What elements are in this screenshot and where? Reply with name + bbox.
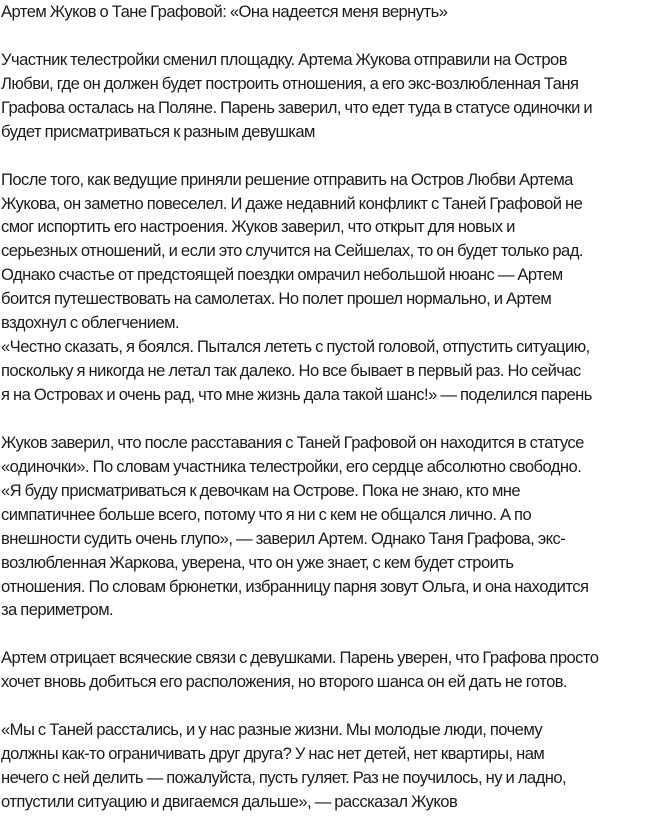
- text-line: нечего с ней делить — пожалуйста, пусть гуляет. Раз не поучилось, ну и ладно,: [1, 768, 567, 787]
- text-line: Однако счастье от предстоящей поездки омрачил небольшой нюанс — Артем: [1, 265, 563, 285]
- text-line: смог испортить его настроения. Жуков заверил, что открыт для новых и: [1, 217, 515, 237]
- paragraph-denial: [1, 646, 670, 694]
- text-line: внешности судить очень глупо», — заверил Артем. Однако Таня Графова, экс-: [1, 528, 566, 548]
- text-line: Артем отрицает всяческие связи с девушками. Парень уверен, что Графова просто: [1, 648, 599, 668]
- text-line: хочет вновь добиться его расположения, но второго шанса он ей дать не готов.: [1, 672, 568, 692]
- text-line: отпустили ситуацию и двигаемся дальше», — рассказал Жуков: [1, 791, 458, 811]
- article-title: Артем Жуков о Тане Графовой: «Она надеется меня вернуть»: [1, 2, 448, 21]
- text-line: «Мы с Таней расстались, и у нас разные жизни. Мы молодые люди, почему: [1, 720, 543, 740]
- text-line: будет присматриваться к разным девушкам: [1, 121, 315, 141]
- text-line: поскольку я никогда не летал так далеко. Но все бывает в первый раз. Но сейчас: [1, 361, 581, 381]
- text-line: серьезных отношений, и если это случится на Сейшелах, то он будет только рад.: [1, 241, 583, 261]
- text-line: «одиночки». По словам участника телестройки, его сердце абсолютно свободно.: [1, 456, 582, 476]
- text-line: После того, как ведущие приняли решение отправить на Остров Любви Артема: [1, 169, 573, 189]
- text-line: отношения. По словам брюнетки, избранницу парня зовут Ольга, и она находится: [1, 576, 589, 596]
- text-line: Любви, где он должен будет построить отношения, а его экс-возлюбленная Таня: [1, 73, 579, 93]
- paragraph-intro: [1, 48, 670, 144]
- text-line: Жуков заверил, что после расставания с Таней Графовой он находится в статусе: [1, 432, 584, 452]
- text-line: Участник телестройки сменил площадку. Артема Жукова отправили на Остров: [1, 49, 567, 69]
- text-line: Графова осталась на Поляне. Парень заверил, что едет туда в статусе одиночки и: [1, 97, 593, 117]
- text-line: «Честно сказать, я боялся. Пытался лететь с пустой головой, отпустить ситуацию,: [1, 337, 590, 357]
- text-line: должны как-то ограничивать друг друга? У нас нет детей, нет квартиры, нам: [1, 744, 545, 764]
- text-line: возлюбленная Жаркова, уверена, что он уже знает, с кем будет строить: [1, 552, 514, 572]
- text-line: за периметром.: [1, 600, 114, 620]
- text-line: симпатичнее больше всего, потому что я ни с кем не общался лично. А по: [1, 504, 532, 524]
- paragraph-quote-closing: [1, 718, 670, 814]
- text-line: боится путешествовать на самолетах. Но полет прошел нормально, и Артем: [1, 289, 552, 309]
- text-line: вздохнул с облегчением.: [1, 313, 180, 333]
- text-line: Жукова, он заметно повеселел. И даже недавний конфликт с Таней Графовой не: [1, 193, 583, 213]
- paragraph-single-status: [1, 431, 670, 623]
- paragraph-quote-flight: [1, 335, 670, 407]
- text-line: я на Островах и очень рад, что мне жизнь дала такой шанс!» — поделился парень: [1, 385, 592, 404]
- text-line: «Я буду присматриваться к девочкам на Острове. Пока не знаю, кто мне: [1, 480, 521, 500]
- paragraph-trip: [1, 168, 670, 336]
